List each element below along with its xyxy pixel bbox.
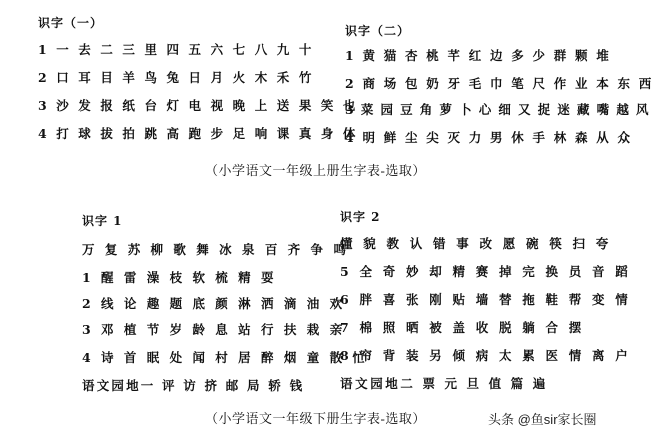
char-row: 3 沙 发 报 纸 台 灯 电 视 晚 上 送 果 笑 也 <box>38 98 359 113</box>
char-row: 4 诗 首 眠 处 闻 村 居 醉 烟 童 散 忙 <box>82 350 368 365</box>
char-row: 1 醒 雷 澡 枝 软 梳 精 耍 <box>82 270 277 285</box>
char-row: 1 黄 猫 杏 桃 芊 红 边 多 少 群 颗 堆 <box>345 48 611 63</box>
char-row: 2 商 场 包 奶 牙 毛 巾 笔 尺 作 业 本 东 西 <box>345 76 654 91</box>
char-row: 2 线 论 趣 题 底 颜 淋 洒 滴 油 欢 <box>82 296 346 311</box>
char-row: 7 棉 照 晒 被 盖 收 脱 躺 合 摆 <box>340 320 585 335</box>
caption-bottom: （小学语文一年级下册生字表-选取） <box>205 411 426 426</box>
char-row: 4 明 鲜 尘 尖 灭 力 男 休 手 林 森 从 众 <box>345 130 633 145</box>
char-row: 2 口 耳 目 羊 鸟 兔 日 月 火 木 禾 竹 <box>38 70 314 85</box>
caption-top: （小学语文一年级上册生字表-选取） <box>205 163 426 178</box>
section-heading-top-left: 识字（一） <box>38 16 104 30</box>
section-heading-top-right: 识字（二） <box>345 24 411 38</box>
char-row: 万 复 苏 柳 歌 舞 冰 泉 百 齐 争 鸣 <box>82 242 349 257</box>
char-row: 6 胖 喜 张 刚 贴 墙 替 拖 鞋 帮 变 情 <box>340 292 631 307</box>
watermark: 头条 @鱼sir家长圈 <box>488 412 597 427</box>
char-row: 3 邓 植 节 岁 龄 息 站 行 扶 栽 亲 <box>82 322 346 337</box>
char-row: 语文园地二 票 元 旦 值 篇 遍 <box>340 376 548 391</box>
char-row: 1 一 去 二 三 里 四 五 六 七 八 九 十 <box>38 42 314 57</box>
char-row: 4 打 球 拔 拍 跳 高 跑 步 足 响 课 真 身 体 <box>38 126 359 141</box>
char-row: 5 全 奇 妙 却 精 赛 掉 完 换 员 音 蹈 <box>340 264 631 279</box>
section-heading-bottom-right: 识字 2 <box>340 210 381 224</box>
char-row: 3 菜 园 豆 角 萝 卜 心 细 又 捉 迷 藏 嘴 越 风 <box>345 102 650 117</box>
char-row: 语文园地一 评 访 挤 邮 局 轿 钱 <box>82 378 305 393</box>
char-row: 懂 貌 教 认 错 事 改 愿 碗 筷 扫 夸 <box>340 236 612 251</box>
section-heading-bottom-left: 识字 1 <box>82 214 123 228</box>
char-row: 8 帘 背 装 另 倾 病 太 累 医 情 离 户 <box>340 348 631 363</box>
